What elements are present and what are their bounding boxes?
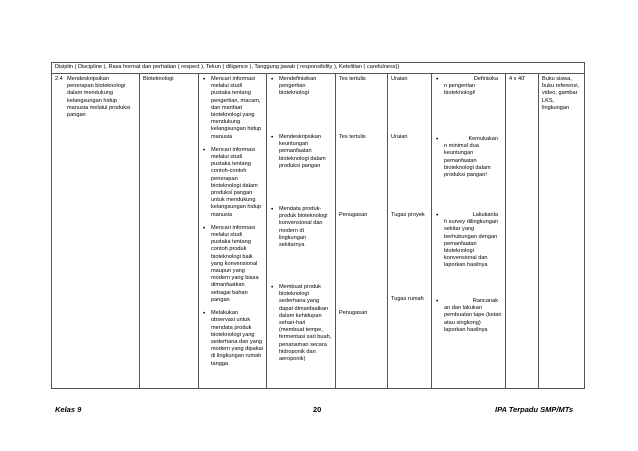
list-item: • Mendefinisikan pengertian bioteknologi (271, 76, 317, 97)
page-number: 20 (313, 405, 322, 414)
list-item: • Melakukan observasi untuk mendata produk bioteknologi yang sederhana dan yang modern yang dipakai di lingkungan rumah tangga (202, 310, 263, 368)
indikator-text: Mendefinisikan pengertian bioteknologi (279, 76, 317, 97)
contoh-instrumen-cell (432, 74, 506, 389)
contoh-rest: h survey dilingkungan sekitar yang berhubungan dengan pemanfaatan bioteknologi konvensional dan laporkan hasilnya (444, 219, 499, 269)
contoh-first: • Kemukakan (468, 136, 498, 142)
list-item (435, 76, 502, 98)
teknik-item: Tes tertulis (339, 76, 366, 82)
syllabus-table (51, 62, 585, 389)
indikator-text: Mendata produk-produk bioteknologi konvensional dan modern di lingkungan sekitarnya (279, 206, 328, 249)
contoh-first: • Lakukanla (472, 212, 498, 218)
list-item (435, 136, 502, 179)
indikator-text: Membuat produk bioteknologi sederhana yang dapat dimanfaatkan dalam kehidupan sehari-hari (membuat tempe, fermentasi sari buah, penanaman secara hidroponik dan aeroponik) (279, 284, 332, 363)
list-item: • Mendeskripsikan keuntungan pemanfaatan bioteknologi dalam produksi pangan (271, 134, 326, 169)
values-row (52, 63, 585, 74)
list-item: • Membuat produk bioteknologi sederhana yang dapat dimanfaatkan dalam kehidupan sehari-hari (membuat tempe, fermentasi sari buah, penanaman secara hidroponik dan aeroponik) (271, 284, 332, 363)
list-item: • Mencari informasi melalui studi pustaka tentang pengertian, macam, dan manfaat bioteknologi yang mendukung kelangsungan hidup manusia (202, 76, 263, 141)
list-item: • Mencari informasi melalui studi pustaka tentang contoh-contoh penerapan bioteknologi dalam produksi pangan untuk mendukung kelangsungan hidup manusia (202, 147, 263, 219)
footer-subject-label: IPA Terpadu SMP/MTs (495, 405, 574, 414)
table-row (52, 74, 585, 389)
list-item: • Mendata produk-produk bioteknologi konvensional dan modern di lingkungan sekitarnya (271, 206, 328, 249)
sumber-belajar-cell: Buku siswa, buku referensi, video, gambar LKS, lingkungan (539, 74, 585, 389)
kompetensi-dasar-cell (52, 74, 140, 389)
teknik-item: Penugasan (339, 310, 368, 316)
list-item: • Mencari informasi melalui studi pustaka tentang contoh produk bioteknologi baik yang konvensional maupun yang modern yang biasa dimanfaatkan sebagai bahan pangan (202, 225, 263, 304)
kegiatan-cell (199, 74, 267, 389)
contoh-rest: an dan lakukan pembuatan tape (ketan atau singkong) laporkan hasilnya (444, 305, 502, 333)
teknik-cell (336, 74, 388, 389)
teknik-item: Tes tertulis (339, 134, 366, 140)
bentuk-cell (388, 74, 432, 389)
bentuk-item: Tugas proyek (391, 212, 425, 218)
bentuk-item: Uraian (391, 76, 408, 82)
materi-cell: Bioteknologi (140, 74, 199, 389)
indikator-cell (267, 74, 336, 389)
contoh-first: • Rancanak (472, 298, 498, 304)
contoh-first: • Definisika (473, 76, 498, 82)
character-values-text: Disiplin ( Discipline ), Rasa hormat dan perhatian ( respect ), Tekun ( diligence ), Tanggung jawab ( responsibility ), Ketelitian ( carefulness)) (52, 63, 585, 74)
bentuk-item: Uraian (391, 134, 408, 140)
contoh-rest: n pengertian bioteknologi! (444, 83, 476, 97)
alokasi-waktu-cell: 4 x 40' (506, 74, 539, 389)
list-item (435, 212, 502, 270)
footer-class-label: Kelas 9 (55, 405, 82, 414)
bentuk-item: Tugas rumah (391, 296, 424, 302)
kd-text: Mendeskripsikan penerapan bioteknologi dalam mendukung kelangsungan hidup manusia melalui produksi pangan (67, 76, 131, 119)
teknik-item: Penugasan (339, 212, 368, 218)
kd-number: 2.4 (55, 76, 63, 82)
list-item (435, 298, 502, 334)
indikator-text: Mendeskripsikan keuntungan pemanfaatan bioteknologi dalam produksi pangan (279, 134, 326, 169)
contoh-rest: n minimal dua keuntungan pemanfaatan bioteknologi dalam produksi pangan! (444, 143, 491, 179)
